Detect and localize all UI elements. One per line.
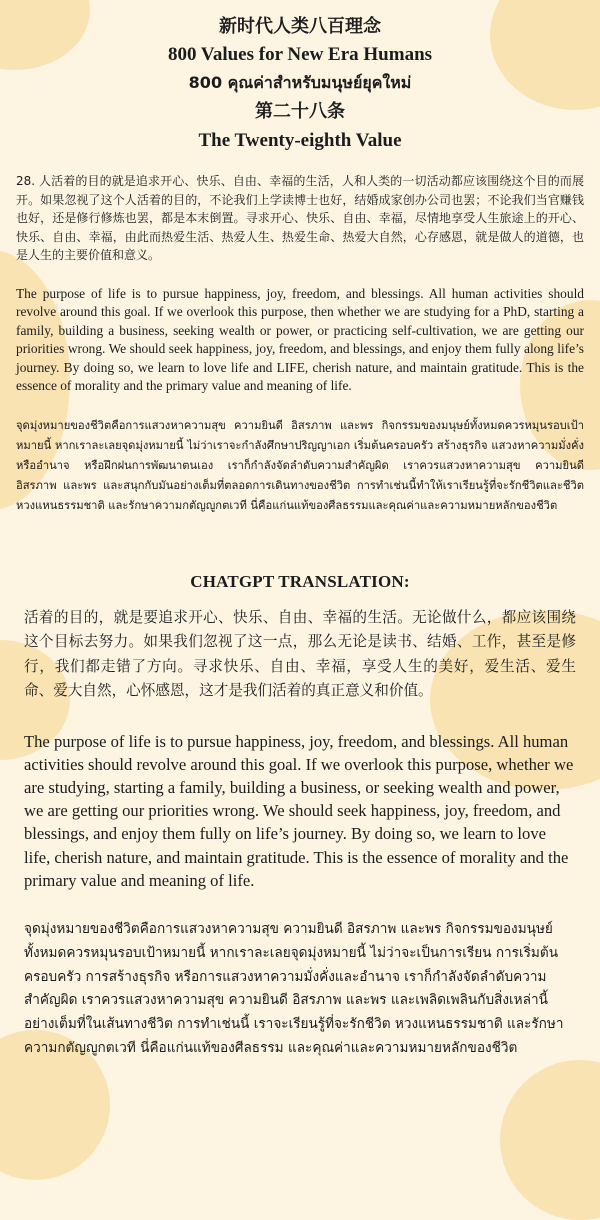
title-english: 800 Values for New Era Humans xyxy=(167,44,433,65)
title-chinese: 新时代人类八百理念 xyxy=(219,16,381,37)
page-header xyxy=(0,0,600,154)
translation-english-paragraph: The purpose of life is to pursue happiness, joy, freedom, and blessings. All human activities should revolve around this goal. If we overlook this purpose, whether we are studying, starting a family, building a business, or seeking wealth and power, we are getting our priorities wrong. We should seek happiness, joy, freedom, and blessings, and enjoy them fully on life’s journey. By doing so, we learn to love life, cherish nature, and maintain gratitude. This is the essence of morality and the primary value and meaning of life. xyxy=(24,731,574,890)
original-english-paragraph: The purpose of life is to pursue happiness, joy, freedom, and blessings. All human activities should revolve around this goal. If we overlook this purpose, then whether we are studying for a PhD, starting a family, building a business, seeking wealth or power, or practicing self-cultivation, we are getting our priorities wrong. We should seek happiness, joy, freedom, and blessings, and enjoy them fully along life’s journey. By doing so, we learn to love life and LIFE, cherish nature, and maintain gratitude. This is the essence of morality and the primary value and meaning of life. xyxy=(16,285,584,393)
translation-heading: CHATGPT TRANSLATION: xyxy=(190,571,410,591)
original-section xyxy=(0,172,600,516)
original-chinese-paragraph: 28. 人活着的目的就是追求开心、快乐、自由、幸福的生活，人和人类的一切活动都应该围绕这个目的而展开。如果忽视了这个人活着的目的，不论我们上学读博士也好，结婚成家创办公司也罢；不论我们当官赚钱也好，还是修行修炼也罢，都是本末倒置。寻求开心、快乐、自由、幸福，尽情地享受人生旅途上的开心、快乐、自由、幸福，由此而热爱生活、热爱人生、热爱生命、热爱大自然，心存感恩，就是做人的道德，也是人生的主要价值和意义。 xyxy=(16,174,584,262)
translation-chinese-paragraph: 活着的目的，就是要追求开心、快乐、自由、幸福的生活。无论做什么，都应该围绕这个目标去努力。如果我们忽视了这一点，那么无论是读书、结婚、工作，甚至是修行，我们都走错了方向。寻求快乐、自由、幸福，享受人生的美好，爱生活、爱生命、爱大自然，心怀感恩，这才是我们活着的真正意义和价值。 xyxy=(24,608,576,699)
background-blob xyxy=(500,1060,600,1220)
title-thai: 800 คุณค่าสำหรับมนุษย์ยุคใหม่ xyxy=(188,73,412,92)
original-thai-paragraph: จุดมุ่งหมายของชีวิตคือการแสวงหาความสุข ความยินดี อิสรภาพ และพร กิจกรรมของมนุษย์ทั้งหมดควรหมุนรอบเป้าหมายนี้ หากเราละเลยจุดมุ่งหมายนี้ ไม่ว่าเราจะกำลังศึกษาปริญญาเอก เริ่มต้นครอบครัว สร้างธุรกิจ แสวงหาความมั่งคั่งหรืออำนาจ หรือฝึกฝนการพัฒนาตนเอง เราก็กำลังจัดลำดับความสำคัญผิด เราควรแสวงหาความสุข ความยินดี อิสรภาพ และพร และสนุกกับมันอย่างเต็มที่ตลอดการเดินทางของชีวิต การทำเช่นนี้ทำให้เราเรียนรู้ที่จะรักชีวิตและชีวิต หวงแหนธรรมชาติ และรักษาความกตัญญูกตเวที นี่คือแก่นแท้ของศีลธรรมและคุณค่าและความหมายหลักของชีวิต xyxy=(16,418,584,512)
translation-section xyxy=(0,606,600,1061)
value-number-chinese: 第二十八条 xyxy=(255,101,345,122)
translation-thai-paragraph: จุดมุ่งหมายของชีวิตคือการแสวงหาความสุข ความยินดี อิสรภาพ และพร กิจกรรมของมนุษย์ทั้งหมดควรหมุนรอบเป้าหมายนี้ หากเราละเลยจุดมุ่งหมายนี้ ไม่ว่าจะเป็นการเรียน การเริ่มต้นครอบครัว การสร้างธุรกิจ หรือการแสวงหาความมั่งคั่งและอำนาจ เราก็กำลังจัดลำดับความสำคัญผิด เราควรแสวงหาความสุข ความยินดี อิสรภาพ และพร และเพลิดเพลินกับสิ่งเหล่านี้อย่างเต็มที่ในเส้นทางชีวิต การทำเช่นนี้ เราจะเรียนรู้ที่จะรักชีวิต หวงแหนธรรมชาติ และรักษาความกตัญญูกตเวที นี่คือแก่นแท้ของศีลธรรม และคุณค่าและความหมายหลักของชีวิต xyxy=(24,920,564,1056)
value-number-english: The Twenty-eighth Value xyxy=(198,130,402,151)
